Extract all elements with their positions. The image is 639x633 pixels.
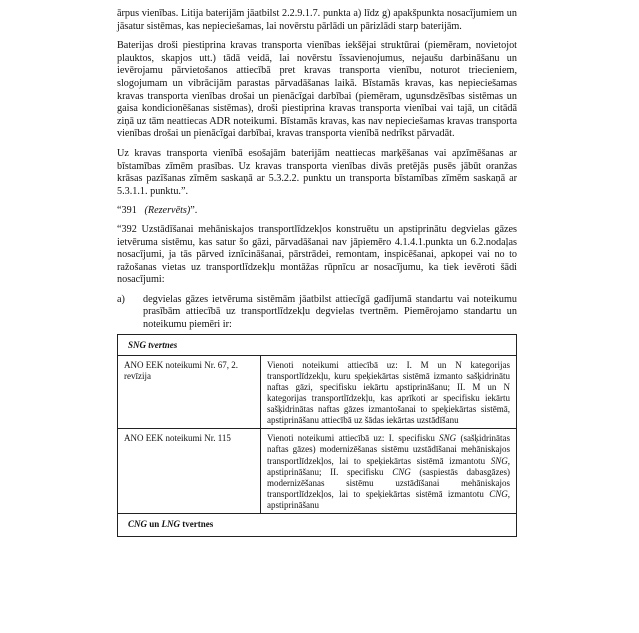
list-item-label: a) (117, 293, 125, 305)
desc-part: (sašķidrinātas naftas gāzes) modernizēšanas sistēmu uzstādīšanai mehāniskajos transportlīdzekļos, lai to speķiekārtas sistēmā izmantotu (267, 433, 510, 466)
reserved-label: (Rezervēts) (144, 205, 191, 217)
desc-em: SNG (490, 455, 508, 466)
table-cell-description (261, 429, 517, 514)
heading-and: un (147, 518, 162, 529)
table-heading-row (118, 513, 517, 536)
desc-part: Vienoti noteikumi attiecībā uz: I. specifisku (267, 433, 440, 444)
desc-em: CNG (489, 488, 508, 499)
desc-em: CNG (392, 466, 411, 477)
paragraph-battery-fixing: Baterijas droši piestiprina kravas transporta vienības iekšējai struktūrai (piemēram, novietojot plauktos, skapjos utt.) tādā veidā, lai novērstu īssavienojumus, nejaušu darbināšanu un ievērojamu pārvietošanos attiecībā pret kravas transporta vienību, noturot triecieniem, slogojumam un vibrācijām parastas pārvadāšanas laikā. Bīstamās kravas, kas nepieciešamas kravas transporta vienības drošai un pienācīgai darbībai (piemēram, ugunsdzēsības sistēmas un gaisa kondicionēšanas sistēmas), droši piestiprina kravas transporta vienībai vai tajā, un citādā ziņā uz tām neattiecas ADR noteikumi. Bīstamās kravas, kas nav nepieciešamas kravas transporta vienības drošai un pienācīgai darbībai, kravas transporta vienībā nedrīkst pārvadāt. (117, 40, 517, 140)
heading-rest: tvertnes (180, 518, 214, 529)
table-cell-regulation: ANO EEK noteikumi Nr. 67, 2. revīzija (118, 355, 261, 429)
table-row (118, 429, 517, 514)
table-row (118, 355, 517, 429)
paragraph-battery-conditions: ārpus vienības. Litija baterijām jāatbilst 2.2.9.1.7. punkta a) līdz g) apakšpunkta nosacījumiem un jāsatur sistēmas, kas nepieciešamas, lai novērstu pārlādi un pārizlādi starp baterijām. (117, 8, 517, 32)
closing-quote: ”. (190, 205, 198, 217)
desc-part: (saspiestās dabasgāzes) modernizēšanas sistēmu uzstādīšanai mehāniskajos transportlīdzekļos, lai to speķiekārtas sistēmā izmantotu (267, 466, 510, 499)
provision-number-391: “391 (117, 205, 137, 217)
document-page (117, 8, 517, 537)
desc-part: , apstiprināšanu; II. specifisku (267, 455, 510, 477)
list-item-a (117, 294, 517, 332)
paragraph-battery-marking: Uz kravas transporta vienībā esošajām baterijām neattiecas marķēšanas vai apzīmēšanas ar bīstamības zīmēm prasības. Uz kravas transporta vienības divās pretējās pusēs jābūt oranžas krāsas pazīšanas zīmēm saskaņā ar 5.3.2.2. punktu un transporta bīstamības zīmēm saskaņā ar 5.3.1.1. punktu.”. (117, 147, 517, 197)
desc-part: , apstiprināšanu (267, 488, 510, 510)
heading-lng-em: LNG (161, 518, 181, 529)
desc-em: SNG (439, 433, 457, 444)
table-heading-sng (118, 334, 517, 355)
heading-sng-em: SNG (128, 339, 147, 350)
table-heading-row (118, 334, 517, 355)
table-cell-regulation: ANO EEK noteikumi Nr. 115 (118, 429, 261, 514)
heading-cng-em: CNG (128, 518, 148, 529)
table-cell-description: Vienoti noteikumi attiecībā uz: I. M un N kategorijas transportlīdzekļu, kuru speķiekārtas sistēmā izmanto sašķidrinātu naftas gāzi, specifisku iekārtu apstiprināšanu; II. M un N kategorijas transportlīdzekļu, kas aprīkoti ar specifisku iekārtu sašķidrinātas naftas gāzes izmantošanai to speķiekārtas sistēmā, apstiprināšanu attiecībā uz šādas iekārtas uzstādīšanu (261, 355, 517, 429)
paragraph-392: “392 Uzstādīšanai mehāniskajos transportlīdzekļos konstruētu un apstiprinātu degvielas gāzes ietvēruma sistēmu, kas satur šo gāzi, pārvadāšanai nav jāpiemēro 4.1.4.1.punkta un 6.2.nodaļas nosacījumi, ja tās pārved iznīcināšanai, pārstrādei, remontam, inspicēšanai, apkopei vai no to ražošanas vietas uz transportlīdzekļu montāžas rūpnīcu ar nosacījumu, ka tiek ievēroti šādi nosacījumi: (117, 223, 517, 286)
table-heading-cng-lng (118, 513, 517, 536)
heading-sng-rest: tvertnes (146, 339, 178, 350)
standards-table (117, 334, 517, 537)
paragraph-391 (117, 205, 517, 218)
list-item-text: degvielas gāzes ietvēruma sistēmām jāatbilst attiecīgā gadījumā standartu vai noteikumu prasībām attiecībā uz transportlīdzekļu degvielas tvertnēm. Piemērojamo standartu un noteikumu piemēri ir: (143, 293, 517, 331)
